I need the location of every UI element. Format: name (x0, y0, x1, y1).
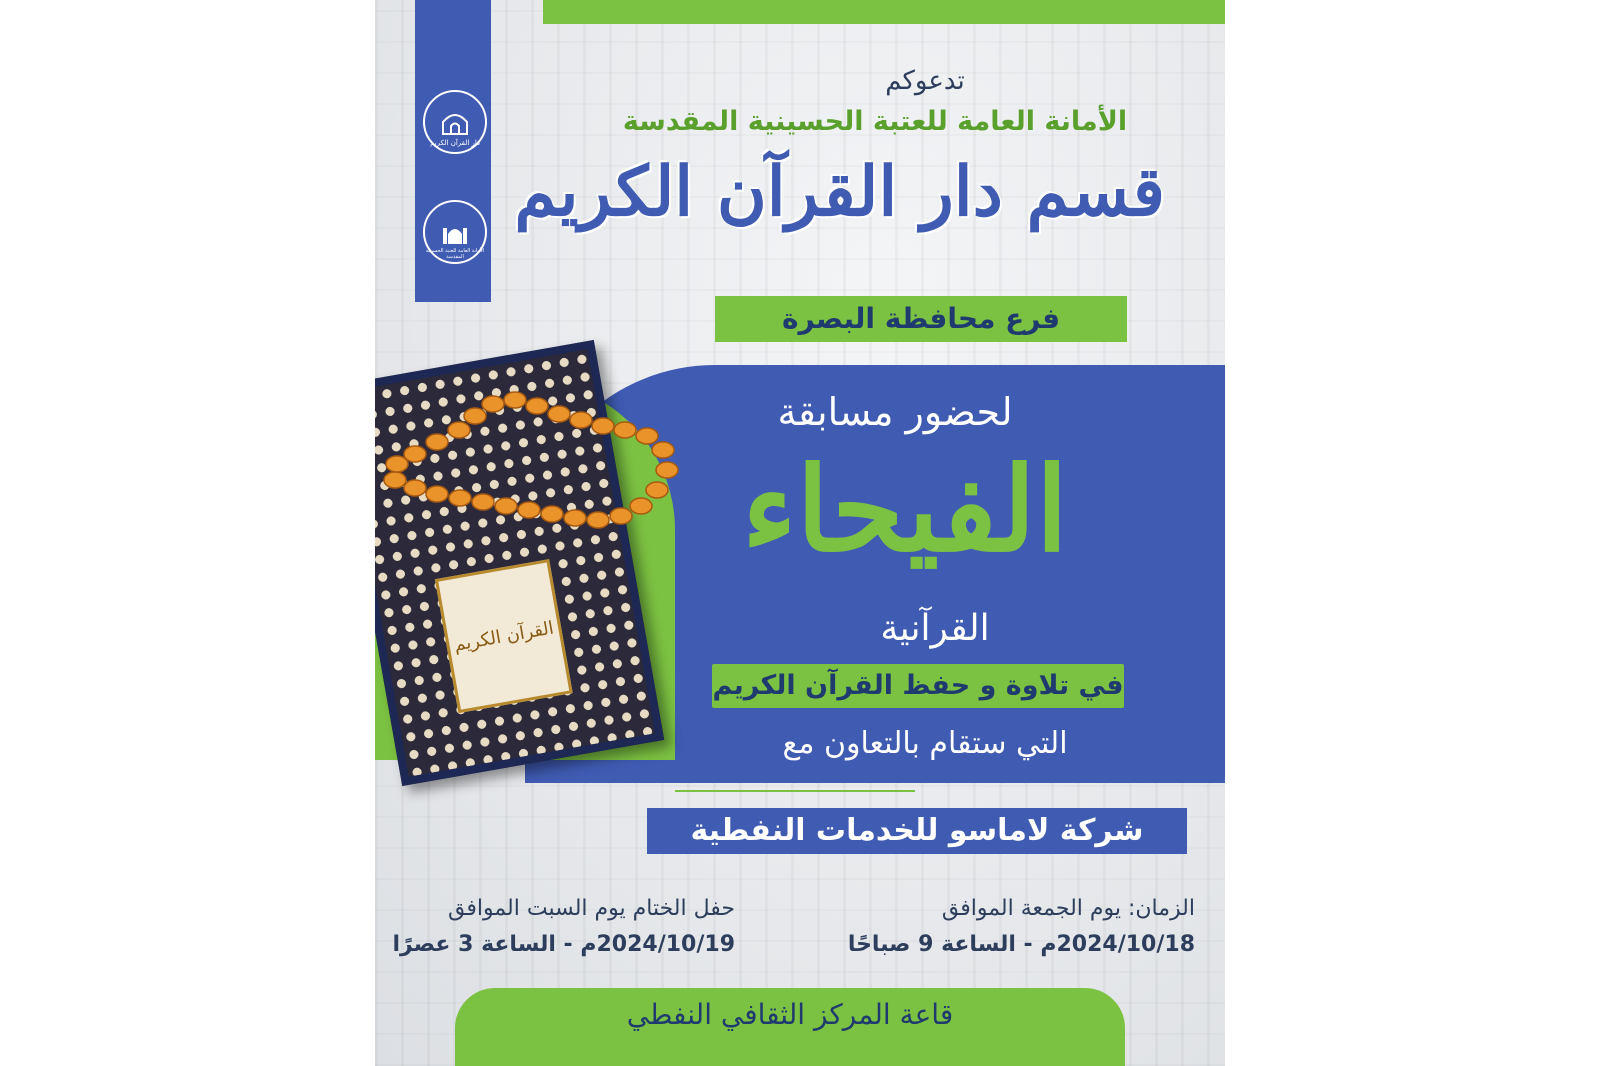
department-title: قسم دار القرآن الكريم (514, 152, 1165, 232)
closing-value: 2024/10/19م - الساعة 3 عصرًا (392, 932, 735, 957)
time-value: 2024/10/18م - الساعة 9 صباحًا (847, 932, 1195, 957)
competition-name: الفيحاء (741, 442, 1069, 578)
top-logo-text: دار القرآن الكريم (430, 139, 480, 148)
organization-name: الأمانة العامة للعتبة الحسينية المقدسة (622, 106, 1128, 137)
invite-text: تدعوكم (885, 66, 965, 96)
venue-name: قاعة المركز الثقافي النفطي (626, 998, 954, 1031)
time-label: الزمان: يوم الجمعة الموافق (941, 896, 1195, 921)
logo-strip (415, 0, 491, 302)
holy-shrine-logo (423, 200, 487, 264)
dome-icon (439, 106, 471, 138)
shrine-icon (439, 216, 471, 248)
dar-quran-logo (423, 90, 487, 154)
attend-text: لحضور مسابقة (777, 390, 1013, 434)
event-poster (375, 0, 1225, 1066)
top-green-bar (543, 0, 1225, 24)
divider-line (675, 790, 915, 792)
prayer-beads-image (375, 380, 705, 560)
quranic-text: القرآنية (880, 608, 990, 649)
closing-label: حفل الختام يوم السبت الموافق (447, 896, 735, 921)
branch-name: فرع محافظة البصرة (781, 302, 1061, 335)
company-name: شركة لاماسو للخدمات النفطية (690, 813, 1144, 848)
bottom-logo-text: الأمانة العامة للعتبة الحسينية المقدسة (425, 248, 485, 260)
recitation-text: في تلاوة و حفظ القرآن الكريم (712, 670, 1124, 701)
cooperation-text: التي ستقام بالتعاون مع (782, 726, 1068, 761)
quran-cover-label: القرآن الكريم (435, 559, 573, 713)
